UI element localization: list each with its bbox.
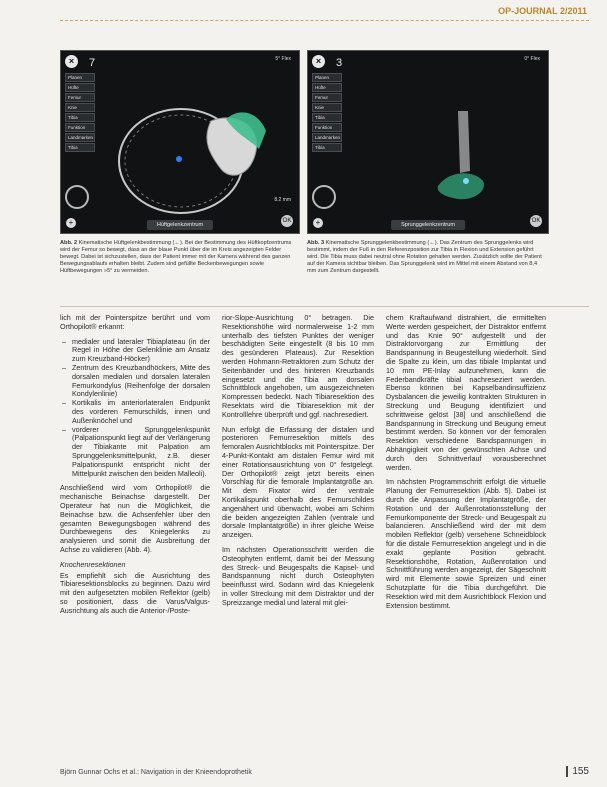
page-number: 155: [566, 766, 589, 777]
paragraph: Nun erfolgt die Erfassung der distalen und posterioren Femurresektion mittels des femoralen Ausrichtblocks mit Pointerspitze. Der 4-Punkt-Kontakt am distalen Femur wird mit einer Rotationsausrichtung von 0° festgelegt. Der Orthopilot® zeigt jetzt bereits einen Vorschlag für die femorale Implantatgröße an. Mit dem Fixator wird der ventrale Kortikalispunkt oberhalb des Femurschildes angenähert und überwacht, wobei am Schirm die beiden angezeigten Zahlen (ventrale und dorsale Implantatgröße) in ihrer gleiche Weise anzeigen.: [222, 424, 374, 540]
screen-step-title: Sprunggelenkzentrum: [391, 220, 465, 230]
screen-number: 7: [89, 57, 96, 69]
ok-icon: OK: [281, 215, 293, 227]
menu-item: Tibia: [65, 113, 95, 122]
list-item: – vorderer Sprunggelenkspunkt (Palpationspunkt liegt auf der Verlängerung der Tibiakante mit Palpation am Sprunggelenksmittelpunkt, z.B. dieser Palpationspunkt entspricht nicht der Mittelpunkt zwischen den beiden Malleoli).: [68, 426, 210, 479]
text-column-1: [60, 314, 210, 622]
menu-item: Femur: [312, 93, 342, 102]
text-column-3: [386, 314, 546, 616]
close-icon: ×: [312, 55, 325, 68]
figure-label: Abb. 2: [60, 240, 78, 246]
menu-item: Knie: [65, 103, 95, 112]
screen-step-title: Hüftgelenkzentrum: [147, 220, 213, 230]
paragraph: Anschließend wird vom Orthopilot® die mechanische Beinachse dargestellt. Der Operateur hat nun die Möglichkeit, die Beinachse bzw. die Achsenfehler über den gesamten Bewegungsbogen während des Durchbewegens des Kniegelenks zu analysieren und somit die Ausbreitung der Achse zu validieren (Abb. 4).: [60, 483, 210, 554]
menu-item: Funktion: [65, 123, 95, 132]
close-icon: ×: [65, 55, 78, 68]
menu-item: Tibia: [65, 143, 95, 152]
figure-caption-text: Kinematische Sprunggelenkbestimmung (←). Das Zentrum des Sprunggelenks wird bestimmt, indem der Fuß in den Referenzposition zur Tibia in Flexion und Extension geführt wird. Die Tibia muss dabei neutral ohne Rotation gehalten werden. Zusätzlich sollte der Patient auf der Kamera sichtbar bleiben. Das Sprunggelenk wird im Mittel mit einem Abstand von 8,4 mm zum Zentrum dargestellt.: [307, 240, 542, 274]
flex-readout: 5° Flex: [275, 56, 291, 62]
zoom-dial: [312, 185, 336, 209]
list-item: – Zentrum des Kreuzbandhöckers, Mitte des dorsalen medialen und dorsalen lateralen Femurkondylus (Reihenfolge der dorsalen Kondylenlinie): [68, 364, 210, 399]
screen-number: 3: [336, 57, 343, 69]
ankle-center-visualization: [308, 51, 548, 233]
menu-item: Knie: [312, 103, 342, 112]
plus-icon: +: [313, 218, 323, 228]
menu-item: Femur: [65, 93, 95, 102]
paragraph: Im nächsten Programmschritt erfolgt die virtuelle Planung der Femurresektion (Abb. 5). Dabei ist durch die Anpassung der Implantatgröße, der Rotation und der Außenrotationsstellung der Femurkomponente der Streck- und Beugespalt zu balancieren. Anschließend wird der mit dem mobilen Reflektor (gelb) versehene Schneidblock für die distale Femurresektion angelegt und in die exakt geplante Position gebracht. Resektionshöhe, Rotation, Außenrotation und Schnittführung werden angezeigt, der Sägeschnitt wird mit Elemente sowie Spreizen und einer Schutzplatte für die Tibia durchgeführt. Die Resektion wird mit dem Ausrichtblock Flexion und Extension bestimmt.: [386, 477, 546, 610]
paragraph: rior-Slope-Ausrichtung 0° betragen. Die Resektionshöhe wird normalerweise 1-2 mm unterhalb des tiefsten Punktes der weniger beschädigten Seite eingestellt (8 bis 10 mm des gesünderen Plateaus). Zur Resektion werden Hohmann-Retraktoren zum Schutz der Seitenbänder und des hinteren Kreuzbands eingesetzt und die Tibia am dorsalen Schnittblock angehoben, um ausgezeichneten Kompressen bedeckt. Nach Tibiaresektion des Resektats wird die Tibiaresektion mit der Kontrolllehre überprüft und ggf. nachresediert.: [222, 313, 374, 419]
section-heading: Knochenresektionen: [60, 559, 126, 569]
landmark-list: [60, 338, 210, 479]
list-item: – medialer und lateraler Tibiaplateau (in der Regel in Höhe der Gelenklinie am Ansatz zum Kreuzband-Höcker): [68, 338, 210, 364]
plus-icon: +: [66, 218, 76, 228]
figure-2-screenshot: [60, 50, 300, 234]
ok-icon: OK: [530, 215, 542, 227]
figure-2-caption: [60, 240, 298, 275]
menu-item: Landmarken: [312, 133, 342, 142]
paragraph: lich mit der Pointerspitze berührt und vom Orthopilot® erkannt:: [60, 313, 210, 331]
hip-center-visualization: [61, 51, 299, 233]
text-column-2: [222, 314, 374, 614]
zoom-dial: [65, 185, 89, 209]
journal-name: OP-JOURNAL 2/2011: [494, 6, 587, 16]
paragraph: Im nächsten Operationsschritt werden die Osteophyten entfernt, damit bei der Messung des Streck- und Beugespalts die Kapsel- und Bandspannung nicht durch Osteophyten beeinflusst wird. Sodann wird das Kniegelenk in voller Streckung mit dem Distraktor und der Spreizzange medial und lateral mit glei-: [222, 544, 374, 607]
list-item: – Kortikalis im anteriorlateralen Endpunkt des vorderen Femurschilds, innen und Außenknöchel und: [68, 399, 210, 425]
menu-item: Landmarken: [65, 133, 95, 142]
menu-item: Tibia: [312, 143, 342, 152]
figure-3-caption: [307, 240, 547, 275]
menu-item: Tibia: [312, 113, 342, 122]
menu-item: Hüfte: [65, 83, 95, 92]
figure-caption-text: Kinematische Hüftgelenkbestimmung (←). Bei der Bestimmung des Hüftkopfzentrums wird der Femur so bewegt, dass an der blaue Punkt über die im Kreis angezeigten Felder bewegt. Dabei ist sichzustellen, dass der Patient immer mit der Kamera während des ganzen Bewegungsablaufs erhalten bleibt. Zudem sind gefüllte Beckenbewegungen sowie Hüftbewegungen »5° zu vermeiden.: [60, 240, 292, 274]
footer-citation: Björn Gunnar Ochs et al.: Navigation in der Knieendoprothetik: [60, 769, 252, 776]
menu-item: Hüfte: [312, 83, 342, 92]
section-divider: [60, 306, 589, 307]
figure-label: Abb. 3: [307, 240, 325, 246]
figure-3-screenshot: [307, 50, 549, 234]
menu-item: Funktion: [312, 123, 342, 132]
menu-item: Planen: [312, 73, 342, 82]
size-readout: 8.2 mm: [274, 197, 291, 203]
flex-readout: 0° Flex: [524, 56, 540, 62]
menu-item: Planen: [65, 73, 95, 82]
paragraph: chem Kraftaufwand distrahiert, die ermittelten Werte werden gespeichert, der Distraktor entfernt und das Knie 90° aufgestellt und der Distraktorvorgang zur Ermittlung der Bandspannung in Beugestellung wiederholt. Sind die Spalte zu klein, um das tibiale Implantat und 10 mm PE-Inlay aufzunehmen, kann die Federbandkräfte tibial nachreseziert werden. Ebenso können bei Kapselbandinsuffizienz Dysbalancen die jeweilig kontrakten Strukturen in Streckung und Beugung identifiziert und schrittweise gelöst [38] und anschließend die Bandspannung in Streckung und Beugung erneut bestimmt werden. So können vor der femoralen Resektion verschiedene Bandspannungen in Abhängigkeit von der gewünschten Achse und durch den Schnittverlauf vorausberechnet werden.: [386, 313, 546, 472]
paragraph: Es empfiehlt sich die Ausrichtung des Tibiaresektionsblocks zu beginnen. Dazu wird mit den aufgesetzten mobilen Reflektor (gelb) so positioniert, dass die Varus/Valgus-Ausrichtung als auch die Anterior-/Poste-: [60, 570, 210, 615]
